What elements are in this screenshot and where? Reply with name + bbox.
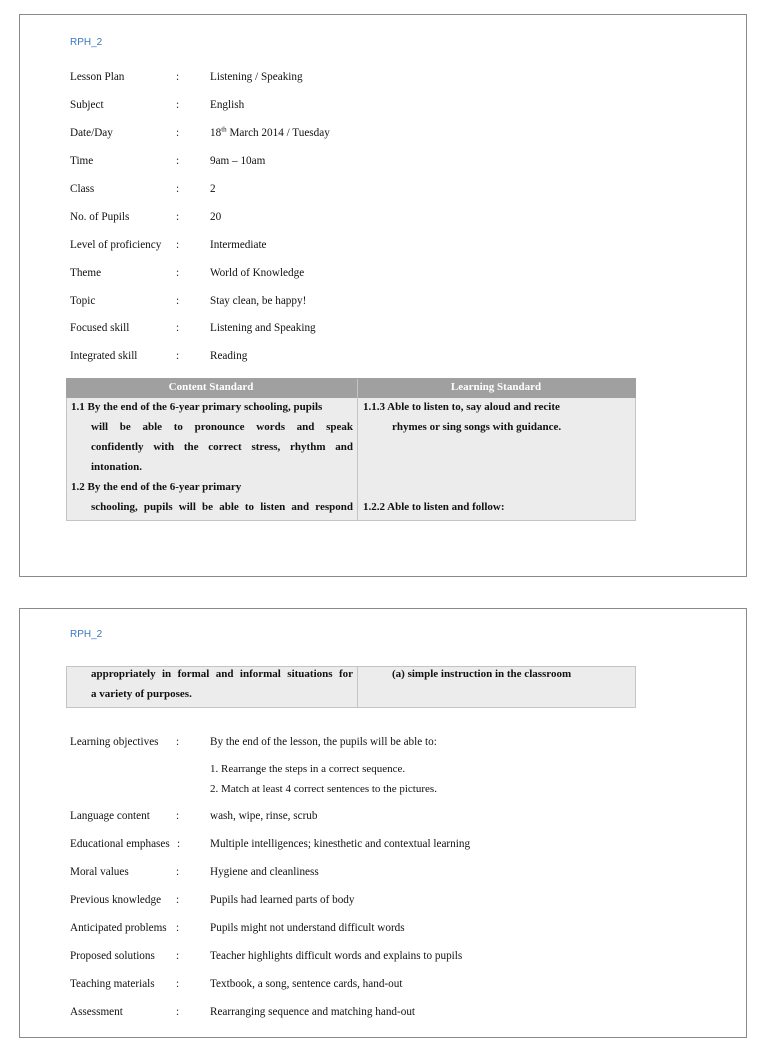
field-value: Multiple intelligences; kinesthetic and contextual learning [210,838,471,850]
field-label: Date/Day [70,127,113,139]
field-value: Pupils had learned parts of body [210,894,355,906]
column-header-learning-standard: Learning Standard [450,381,542,393]
field-value [210,126,330,140]
date-ordinal-suffix: th [221,125,227,134]
field-value: Rearranging sequence and matching hand-out [210,1006,416,1018]
content-standard-line: confidently with the correct stress, rhythm and [91,441,353,453]
field-colon: : [176,71,180,83]
field-previous-knowledge [70,893,690,907]
column-divider [357,667,358,707]
content-standard-line: will be able to pronounce words and speak [91,421,353,433]
field-time [70,154,690,168]
field-value: wash, wipe, rinse, scrub [210,810,318,822]
content-standard-line: appropriately in formal and informal situations for [91,668,353,680]
field-colon: : [176,295,180,307]
field-class [70,182,690,196]
objective-item: 2. Match at least 4 correct sentences to the pictures. [210,783,437,795]
field-value: Listening and Speaking [210,322,316,334]
field-integrated-skill [70,349,690,363]
field-value: Stay clean, be happy! [210,295,307,307]
page-header: RPH_2 [70,629,103,640]
field-colon: : [176,127,180,139]
field-label: Topic [70,295,96,307]
field-topic [70,294,690,308]
field-lesson-plan [70,70,690,84]
objective-item: 1. Rearrange the steps in a correct sequence. [210,763,406,775]
content-standard-line: 1.1 By the end of the 6-year primary schooling, pupils [71,401,323,413]
column-divider [357,379,358,520]
field-colon: : [176,239,180,251]
field-value: Teacher highlights difficult words and explains to pupils [210,950,463,962]
field-value: Intermediate [210,239,267,251]
field-label: Focused skill [70,322,130,334]
field-value: 20 [210,211,222,223]
field-colon: : [176,736,180,748]
field-label: Assessment [70,1006,123,1018]
field-value: By the end of the lesson, the pupils will be able to: [210,736,437,748]
field-colon: : [176,322,180,334]
field-teaching-materials [70,977,690,991]
field-label: Level of proficiency [70,239,162,251]
field-label: Subject [70,99,104,111]
field-label: Lesson Plan [70,71,125,83]
field-colon: : [176,211,180,223]
content-standard-line: a variety of purposes. [91,688,192,700]
learning-standard-line: (a) simple instruction in the classroom [392,668,572,680]
content-standard-line: 1.2 By the end of the 6-year primary [71,481,242,493]
content-standard-line: schooling, pupils will be able to listen and respond [91,501,353,513]
field-anticipated-problems [70,921,690,935]
field-label: Proposed solutions [70,950,155,962]
column-header-content-standard: Content Standard [168,381,254,393]
field-label: Educational emphases [70,838,170,850]
field-label: Previous knowledge [70,894,162,906]
field-assessment [70,1005,690,1019]
learning-standard-line: 1.2.2 Able to listen and follow: [363,501,505,513]
field-colon: : [176,950,180,962]
field-proposed-solutions [70,949,690,963]
date-rest: March 2014 / Tuesday [226,127,330,139]
field-learning-objectives [70,735,690,749]
field-label: Learning objectives [70,736,159,748]
field-label: Moral values [70,866,129,878]
field-value: 9am – 10am [210,155,266,167]
field-colon: : [177,838,181,850]
field-subject [70,98,690,112]
field-label: Language content [70,810,150,822]
field-educational-emphases [70,837,690,851]
field-label: Theme [70,267,102,279]
field-colon: : [176,1006,180,1018]
field-colon: : [176,866,180,878]
field-label: Class [70,183,95,195]
field-label: Teaching materials [70,978,155,990]
field-value: Reading [210,350,248,362]
field-colon: : [176,894,180,906]
field-label: Integrated skill [70,350,138,362]
field-colon: : [176,267,180,279]
field-date-day [70,126,690,140]
field-value: Hygiene and cleanliness [210,866,319,878]
field-label: No. of Pupils [70,211,130,223]
field-label: Anticipated problems [70,922,167,934]
field-no-of-pupils [70,210,690,224]
field-colon: : [176,978,180,990]
field-value: Textbook, a song, sentence cards, hand-out [210,978,403,990]
standards-table [66,378,636,521]
field-level-of-proficiency [70,238,690,252]
standards-table-continued [66,666,636,708]
field-colon: : [176,810,180,822]
field-colon: : [176,99,180,111]
learning-standard-line: 1.1.3 Able to listen to, say aloud and recite [363,401,560,413]
field-language-content [70,809,690,823]
field-colon: : [176,155,180,167]
field-colon: : [176,183,180,195]
field-value: Listening / Speaking [210,71,303,83]
document-page-2 [19,608,747,1038]
document-page-1 [19,14,747,577]
field-colon: : [176,922,180,934]
page-header: RPH_2 [70,37,103,48]
field-label: Time [70,155,94,167]
table-header-row [66,378,636,398]
field-value: English [210,99,245,111]
date-day-number: 18 [210,127,222,139]
field-theme [70,266,690,280]
field-colon: : [176,350,180,362]
field-moral-values [70,865,690,879]
field-value: 2 [210,183,216,195]
learning-standard-line: rhymes or sing songs with guidance. [392,421,562,433]
field-focused-skill [70,321,690,335]
content-standard-line: intonation. [91,461,143,473]
field-value: Pupils might not understand difficult words [210,922,405,934]
field-value: World of Knowledge [210,267,305,279]
